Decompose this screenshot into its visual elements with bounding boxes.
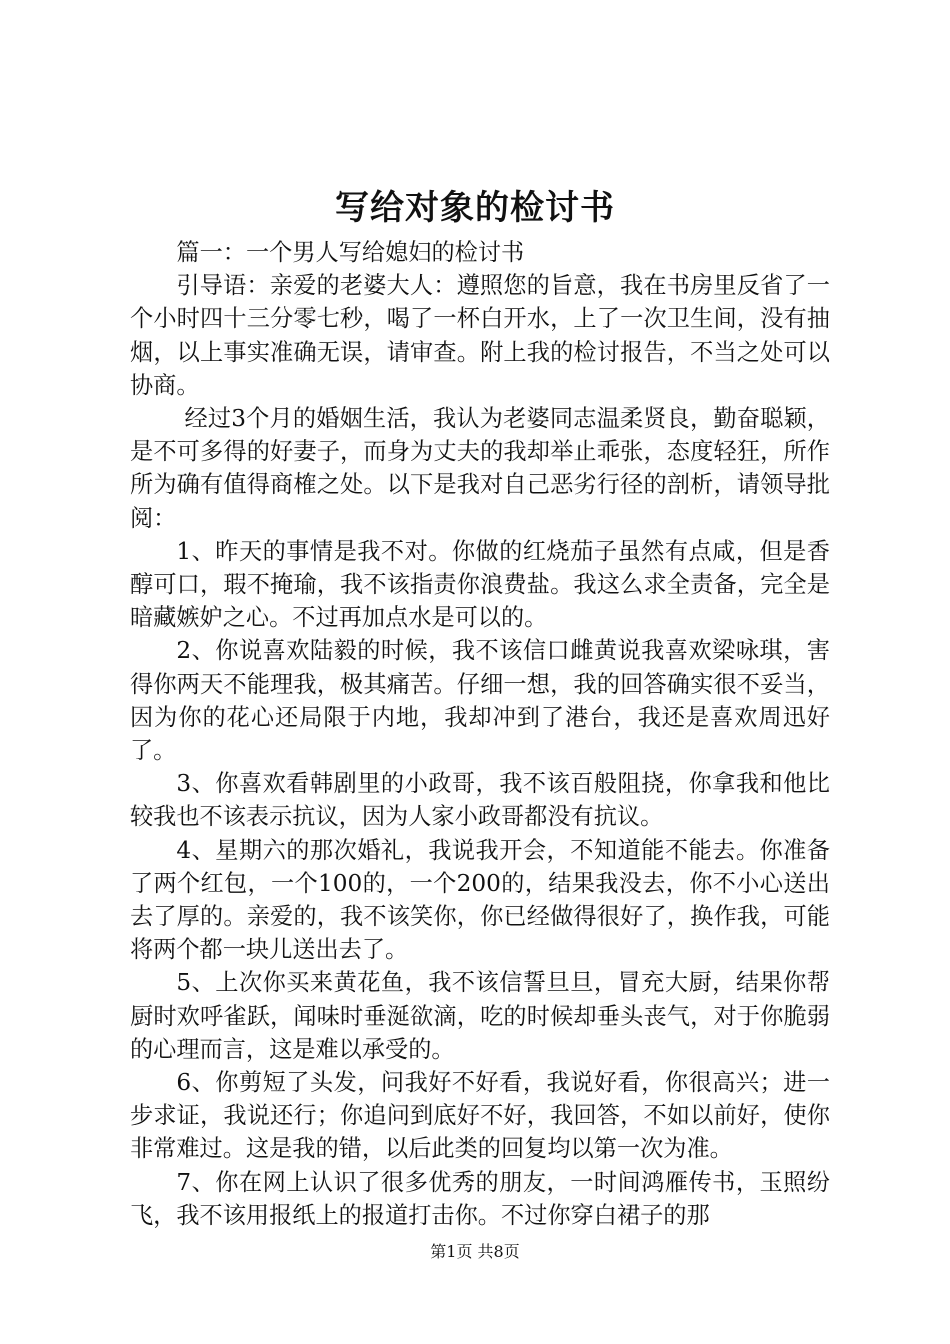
paragraph-item-3: 3、你喜欢看韩剧里的小政哥，我不该百般阻挠，你拿我和他比较我也不该表示抗议，因为人家小政哥都没有抗议。 <box>130 770 830 831</box>
page-number-footer: 第1页 共8页 <box>430 1242 520 1261</box>
document-body <box>130 236 830 1232</box>
section-heading: 篇一：一个男人写给媳妇的检讨书 <box>176 239 525 266</box>
paragraph-item-7: 7、你在网上认识了很多优秀的朋友，一时间鸿雁传书，玉照纷飞，我不该用报纸上的报道打击你。不过你穿白裙子的那 <box>130 1168 830 1229</box>
paragraph-item-6: 6、你剪短了头发，问我好不好看，我说好看，你很高兴；进一步求证，我说还行；你追问到底好不好，我回答，不如以前好，使你非常难过。这是我的错，以后此类的回复均以第一次为准。 <box>130 1069 830 1163</box>
paragraph-item-4: 4、星期六的那次婚礼，我说我开会，不知道能不能去。你准备了两个红包，一个100的，一个200的，结果我没去，你不小心送出去了厚的。亲爱的，我不该笑你，你已经做得很好了，换作我，可能将两个都一块儿送出去了。 <box>130 836 830 964</box>
paragraph-item-1: 1、昨天的事情是我不对。你做的红烧茄子虽然有点咸，但是香醇可口，瑕不掩瑜，我不该指责你浪费盐。我这么求全责备，完全是暗藏嫉妒之心。不过再加点水是可以的。 <box>130 537 830 632</box>
paragraph-intro: 引导语：亲爱的老婆大人：遵照您的旨意，我在书房里反省了一个小时四十三分零七秒，喝了一杯白开水，上了一次卫生间，没有抽烟，以上事实准确无误，请审查。附上我的检讨报告，不当之处可以协商。 <box>130 272 830 399</box>
paragraph-item-5: 5、上次你买来黄花鱼，我不该信誓旦旦，冒充大厨，结果你帮厨时欢呼雀跃，闻味时垂涎欲滴，吃的时候却垂头丧气，对于你脆弱的心理而言，这是难以承受的。 <box>130 969 830 1063</box>
paragraph-item-2: 2、你说喜欢陆毅的时候，我不该信口雌黄说我喜欢梁咏琪，害得你两天不能理我，极其痛苦。仔细一想，我的回答确实很不妥当，因为你的花心还局限于内地，我却冲到了港台，我还是喜欢周迅好了。 <box>130 637 830 765</box>
paragraph-overview: 经过3个月的婚姻生活，我认为老婆同志温柔贤良，勤奋聪颖，是不可多得的好妻子，而身为丈夫的我却举止乖张，态度轻狂，所作所为确有值得商榷之处。以下是我对自己恶劣行径的剖析，请领导批阅： <box>130 405 830 532</box>
document-title: 写给对象的检讨书 <box>335 188 615 228</box>
